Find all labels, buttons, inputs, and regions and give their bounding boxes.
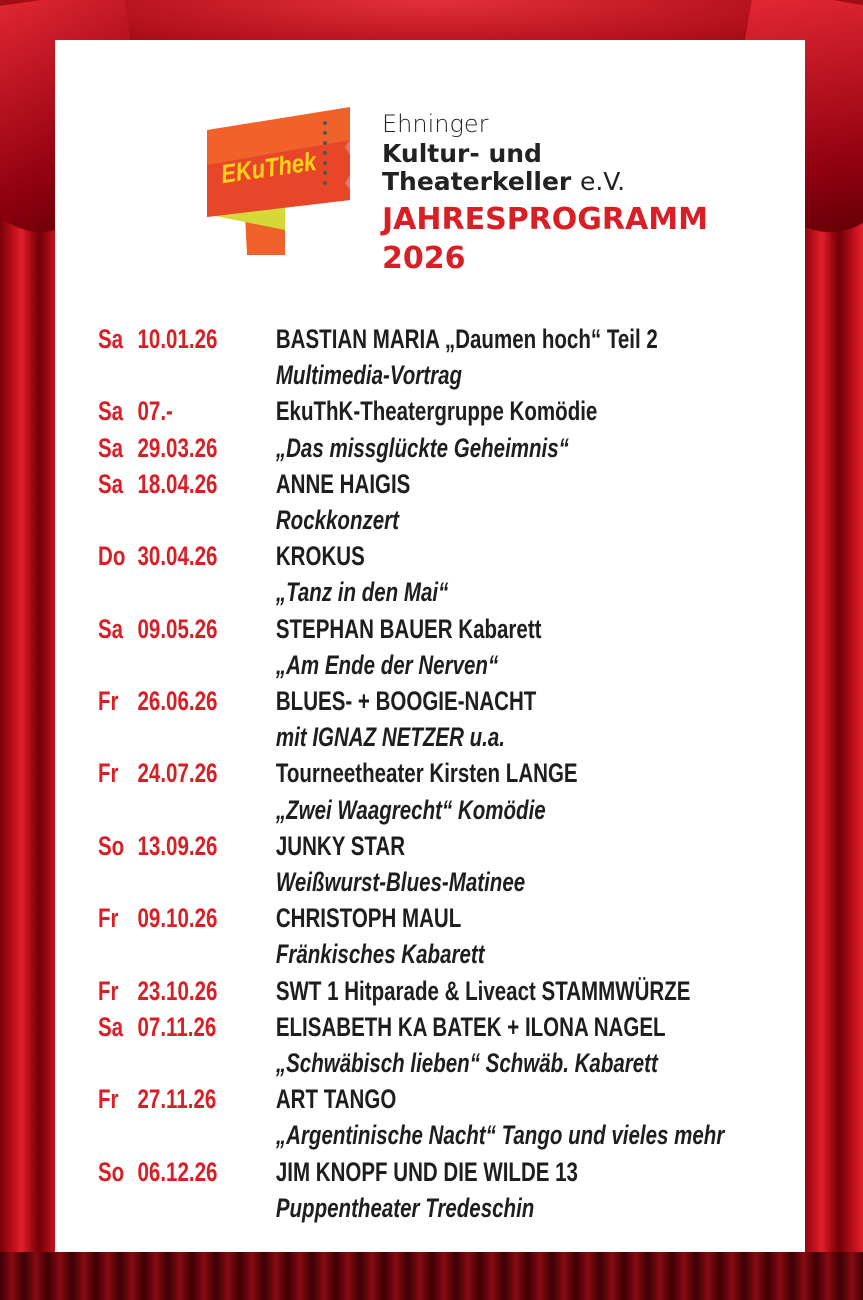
program-line bbox=[98, 1120, 782, 1156]
event-text: „Das missglückte Geheimnis“ bbox=[275, 432, 569, 463]
program-line bbox=[98, 867, 782, 903]
program-line bbox=[98, 903, 782, 939]
program-line bbox=[98, 469, 782, 505]
event-text: Rockkonzert bbox=[275, 505, 399, 535]
event-day: Sa bbox=[98, 468, 124, 499]
program-line bbox=[98, 795, 782, 831]
program-line bbox=[98, 433, 782, 469]
event-text: STEPHAN BAUER Kabarett bbox=[275, 613, 542, 644]
header-line-3-suffix: e.V. bbox=[579, 167, 626, 196]
event-day: Do bbox=[98, 541, 126, 572]
program-line bbox=[98, 324, 782, 360]
event-day: Sa bbox=[98, 324, 124, 354]
program-line bbox=[98, 396, 782, 432]
event-text: EkuThK-Theatergruppe Komödie bbox=[275, 396, 598, 427]
header-line-3 bbox=[382, 169, 625, 194]
event-day: So bbox=[98, 1156, 125, 1187]
program-year: 2026 bbox=[382, 241, 466, 276]
event-text: ELISABETH KA BATEK + ILONA NAGEL bbox=[275, 1011, 666, 1042]
program-line bbox=[98, 722, 782, 758]
program-line bbox=[98, 614, 782, 650]
event-text: KROKUS bbox=[275, 541, 365, 572]
program-line bbox=[98, 1193, 782, 1229]
program-line bbox=[98, 1012, 782, 1048]
event-text: BASTIAN MARIA „Daumen hoch“ Teil 2 bbox=[275, 324, 658, 354]
event-date: 13.09.26 bbox=[137, 830, 218, 861]
event-text: Weißwurst-Blues-Matinee bbox=[275, 867, 526, 897]
event-text: mit IGNAZ NETZER u.a. bbox=[275, 722, 505, 753]
event-date: 09.10.26 bbox=[137, 903, 218, 934]
event-date: 27.11.26 bbox=[137, 1084, 217, 1115]
event-text: Fränkisches Kabarett bbox=[275, 939, 485, 970]
event-date: 18.04.26 bbox=[137, 468, 218, 499]
program-title: JAHRESPROGRAMM bbox=[382, 202, 708, 237]
event-text: „Argentinische Nacht“ Tango und vieles mehr bbox=[275, 1120, 725, 1151]
program-line bbox=[98, 541, 782, 577]
event-text: JIM KNOPF UND DIE WILDE 13 bbox=[275, 1156, 578, 1187]
program-line bbox=[98, 831, 782, 867]
event-date: 07.11.26 bbox=[137, 1011, 217, 1042]
program-line bbox=[98, 505, 782, 541]
event-day: Fr bbox=[98, 686, 119, 716]
event-text: CHRISTOPH MAUL bbox=[275, 903, 462, 934]
event-text: „Schwäbisch lieben“ Schwäb. Kabarett bbox=[275, 1048, 658, 1078]
event-date: 29.03.26 bbox=[137, 432, 218, 463]
program-line bbox=[98, 360, 782, 396]
program-line bbox=[98, 1157, 782, 1193]
event-day: Fr bbox=[98, 975, 119, 1006]
event-date: 23.10.26 bbox=[137, 975, 218, 1006]
event-day: Fr bbox=[98, 1084, 119, 1115]
event-text: SWT 1 Hitparade & Liveact STAMMWÜRZE bbox=[275, 975, 691, 1006]
event-text: Puppentheater Tredeschin bbox=[275, 1192, 535, 1223]
event-day: Sa bbox=[98, 396, 124, 427]
event-text: ANNE HAIGIS bbox=[275, 468, 411, 499]
event-date: 24.07.26 bbox=[137, 758, 218, 789]
event-text: ART TANGO bbox=[275, 1084, 397, 1115]
program-line bbox=[98, 758, 782, 794]
event-text: Tourneetheater Kirsten LANGE bbox=[275, 758, 578, 789]
event-date: 06.12.26 bbox=[137, 1156, 218, 1187]
event-date: 09.05.26 bbox=[137, 613, 218, 644]
program-line bbox=[98, 1048, 782, 1084]
program-line bbox=[98, 686, 782, 722]
event-day: Sa bbox=[98, 613, 124, 644]
program-line bbox=[98, 939, 782, 975]
event-day: Fr bbox=[98, 758, 119, 789]
program-line bbox=[98, 577, 782, 613]
event-date: 10.01.26 bbox=[137, 324, 218, 354]
event-text: „Tanz in den Mai“ bbox=[275, 577, 449, 608]
event-day: Sa bbox=[98, 432, 124, 463]
event-text: Multimedia-Vortrag bbox=[275, 360, 463, 391]
event-text: BLUES- + BOOGIE-NACHT bbox=[275, 686, 537, 716]
event-day: Sa bbox=[98, 1011, 124, 1042]
event-text: JUNKY STAR bbox=[275, 830, 406, 861]
curtain-bottom bbox=[0, 1252, 863, 1300]
header-line-2: Kultur- und bbox=[382, 139, 542, 168]
event-text: „Am Ende der Nerven“ bbox=[275, 649, 499, 680]
ekuthek-logo bbox=[205, 105, 355, 260]
event-date: 30.04.26 bbox=[137, 541, 218, 572]
event-date: 26.06.26 bbox=[137, 686, 218, 716]
program-line bbox=[98, 650, 782, 686]
event-text: „Zwei Waagrecht“ Komödie bbox=[275, 794, 546, 825]
header-line-3-main: Theaterkeller bbox=[382, 167, 572, 196]
header-line-1: Ehninger bbox=[382, 110, 489, 138]
event-day: Fr bbox=[98, 903, 119, 934]
program-line bbox=[98, 976, 782, 1012]
event-date: 07.- bbox=[137, 396, 173, 427]
program-line bbox=[98, 1084, 782, 1120]
event-day: So bbox=[98, 830, 125, 861]
svg-text:EKuThek: EKuThek bbox=[219, 147, 319, 190]
